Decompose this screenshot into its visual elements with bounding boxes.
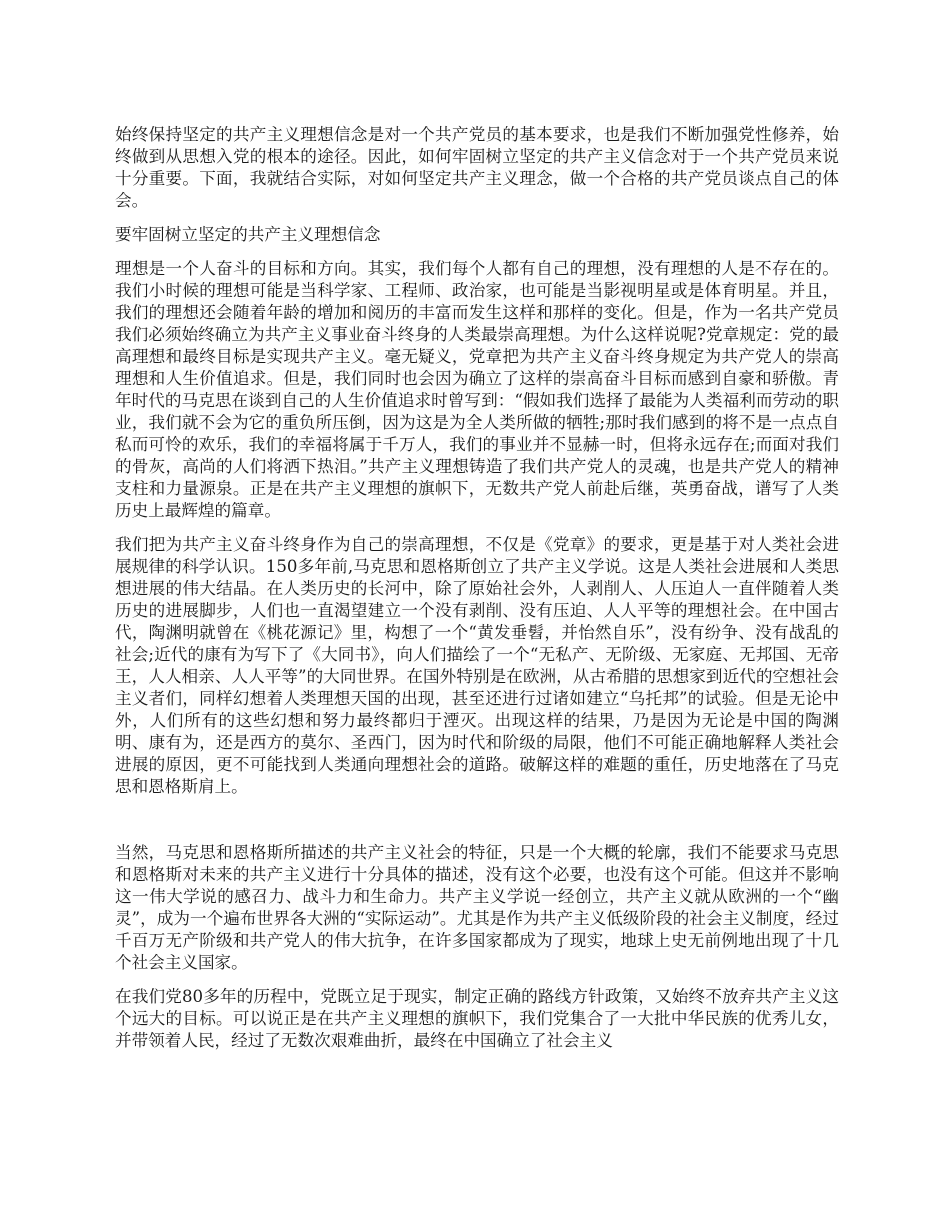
paragraph-history: 我们把为共产主义奋斗终身作为自己的崇高理想，不仅是《党章》的要求，更是基于对人类社会进展规律的科学认识。150多年前,马克思和恩格斯创立了共产主义学说。这是人类社会进展和人类思想进展的伟大结晶。在人类历史的长河中，除了原始社会外，人剥削人、人压迫人一直伴随着人类历史的进展脚步，人们也一直渴望建立一个没有剥削、没有压迫、人人平等的理想社会。在中国古代，陶渊明就曾在《桃花源记》里，构想了一个“黄发垂髫，并怡然自乐”，没有纷争、没有战乱的社会;近代的康有为写下了《大同书》，向人们描绘了一个“无私产、无阶级、无家庭、无邦国、无帝王，人人相亲、人人平等”的大同世界。在国外特别是在欧洲，从古希腊的思想家到近代的空想社会主义者们，同样幻想着人类理想天国的出现，甚至还进行过诸如建立“乌托邦”的试验。但是无论中外，人们所有的这些幻想和努力最终都归于湮灭。出现这样的结果，乃是因为无论是中国的陶渊明、康有为，还是西方的莫尔、圣西门，因为时代和阶级的局限，他们不可能正确地解释人类社会进展的原因，更不可能找到人类通向理想社会的道路。破解这样的难题的重任，历史地落在了马克思和恩格斯肩上。	[115, 535, 839, 796]
paragraph-marx-engels: 当然，马克思和恩格斯所描述的共产主义社会的特征，只是一个大概的轮廓，我们不能要求马克思和恩格斯对未来的共产主义进行十分具体的描述，没有这个必要，也没有这个可能。但这并不影响这一伟大学说的感召力、战斗力和生命力。共产主义学说一经创立，共产主义就从欧洲的一个“幽灵”，成为一个遍布世界各大洲的“实际运动”。尤其是作为共产主义低级阶段的社会主义制度，经过千百万无产阶级和共产党人的伟大抗争，在许多国家都成为了现实，地球上史无前例地出现了十几个社会主义国家。	[115, 843, 839, 972]
section-heading: 要牢固树立坚定的共产主义理想信念	[115, 225, 381, 244]
intro-paragraph: 始终保持坚定的共产主义理想信念是对一个共产党员的基本要求，也是我们不断加强党性修养，始终做到从思想入党的根本的途径。因此，如何牢固树立坚定的共产主义信念对于一个共产党员来说十分重要。下面，我就结合实际，对如何坚定共产主义理念，做一个合格的共产党员谈点自己的体会。	[115, 125, 839, 210]
document-body	[115, 124, 839, 1064]
paragraph-ideal: 理想是一个人奋斗的目标和方向。其实，我们每个人都有自己的理想，没有理想的人是不存在的。我们小时候的理想可能是当科学家、工程师、政治家，也可能是当影视明星或是体育明星。并且，我们的理想还会随着年龄的增加和阅历的丰富而发生这样和那样的变化。但是，作为一名共产党员我们必须始终确立为共产主义事业奋斗终身的人类最崇高理想。为什么这样说呢?党章规定：党的最高理想和最终目标是实现共产主义。毫无疑义，党章把为共产主义奋斗终身规定为共产党人的崇高理想和人生价值追求。但是，我们同时也会因为确立了这样的崇高奋斗目标而感到自豪和骄傲。青年时代的马克思在谈到自己的人生价值追求时曾写到：“假如我们选择了最能为人类福利而劳动的职业，我们就不会为它的重负所压倒，因为这是为全人类所做的牺牲;那时我们感到的将不是一点点自私而可怜的欢乐，我们的幸福将属于千万人，我们的事业并不显赫一时，但将永远存在;而面对我们的骨灰，高尚的人们将洒下热泪。”共产主义理想铸造了我们共产党人的灵魂，也是共产党人的精神支柱和力量源泉。正是在共产主义理想的旗帜下，无数共产党人前赴后继，英勇奋战，谱写了人类历史上最辉煌的篇章。	[115, 259, 839, 520]
page-gap	[115, 810, 839, 842]
paragraph-party-history: 在我们党80多年的历程中，党既立足于现实，制定正确的路线方针政策，又始终不放弃共产主义这个远大的目标。可以说正是在共产主义理想的旗帜下，我们党集合了一大批中华民族的优秀儿女，并带领着人民，经过了无数次艰难曲折，最终在中国确立了社会主义	[115, 987, 839, 1050]
